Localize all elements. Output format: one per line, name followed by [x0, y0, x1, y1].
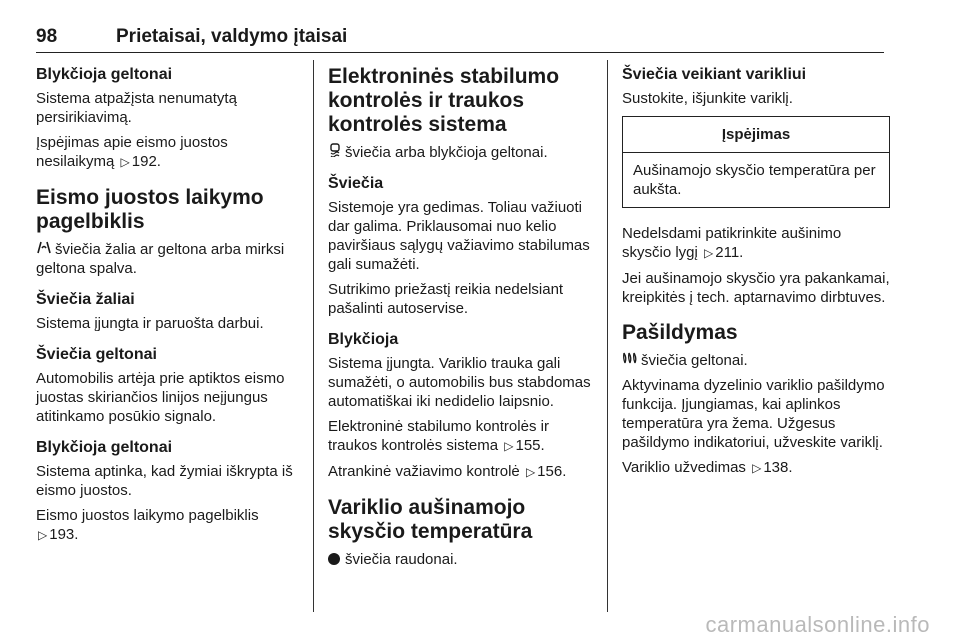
lane-keep-assist-icon: [36, 240, 52, 259]
paragraph-text: Elektroninė stabilumo kontrolės ir traukos kontrolės sistema: [328, 418, 549, 454]
paragraph-with-ref: [328, 417, 594, 456]
warning-text: Aušinamojo skysčio temperatūra per aukšta.: [633, 162, 876, 198]
heading-blink: Blykčioja: [328, 331, 399, 348]
heading-blink-yellow: Blykčioja geltonai: [36, 66, 173, 83]
paragraph-text: Atrankinė važiavimo kontrolė: [328, 463, 520, 480]
reference-arrow-icon: ▷: [752, 461, 762, 475]
paragraph-with-icon: [328, 550, 594, 569]
warning-title: Įspėjimas: [623, 117, 889, 153]
paragraph-with-ref: [622, 458, 890, 478]
heading-green: Šviečia žaliai: [36, 291, 135, 308]
paragraph: Sistemoje yra gedimas. Toliau važiuoti dar galima. Priklausomai nuo kelio paviršiaus sąlygų važiavimo stabilumas gali sumažėti.: [328, 199, 590, 273]
heading-engine-running: Šviečia veikiant varikliui: [622, 66, 807, 83]
paragraph: Sistema įjungta. Variklio trauka gali sumažėti, o automobilis bus stabdomas automatiškai iki nedidelio laipsnio.: [328, 355, 591, 410]
paragraph-text: šviečia žalia ar geltona arba mirksi geltona spalva.: [36, 241, 285, 277]
paragraph-text: Variklio užvedimas: [622, 459, 746, 476]
heading-on: Šviečia: [328, 175, 384, 192]
reference-arrow-icon: ▷: [120, 155, 130, 169]
paragraph-with-icon: [622, 351, 890, 370]
page-number: 98: [36, 26, 58, 47]
watermark: carmanualsonline.info: [705, 612, 930, 637]
glow-plug-icon: [622, 351, 638, 370]
paragraph-with-icon: [36, 240, 300, 278]
reference-arrow-icon: ▷: [38, 528, 48, 542]
paragraph-text: šviečia arba blykčioja geltonai.: [345, 144, 548, 161]
paragraph-text: Nedelsdami patikrinkite aušinimo skysčio lygį: [622, 225, 842, 261]
reference-arrow-icon: ▷: [504, 439, 514, 453]
page-header: [36, 24, 884, 53]
coolant-dot-icon: [328, 553, 340, 565]
heading-blink-yellow-2: Blykčioja geltonai: [36, 439, 173, 456]
section-title: Eismo juostos laikymo pagelbiklis: [36, 186, 264, 233]
column-divider-2: [607, 60, 608, 612]
paragraph: Sistema įjungta ir paruošta darbui.: [36, 315, 264, 332]
paragraph-text: šviečia raudonai.: [345, 551, 458, 568]
paragraph-with-ref: [36, 506, 300, 545]
column-2: [328, 62, 594, 575]
page-reference[interactable]: 192.: [131, 153, 161, 170]
section-title: Pašildymas: [622, 321, 738, 344]
paragraph: Automobilis artėja prie aptiktos eismo juostas skiriančios linijos neįjungus atitinkamo posūkio signalo.: [36, 370, 285, 425]
paragraph: Sistema aptinka, kad žymiai iškrypta iš eismo juostos.: [36, 463, 293, 499]
reference-arrow-icon: ▷: [525, 465, 536, 479]
page-reference[interactable]: 211.: [715, 244, 744, 261]
paragraph: Sutrikimo priežastį reikia nedelsiant pašalinti autoservise.: [328, 281, 564, 317]
section-title: Elektroninės stabilumo kontrolės ir traukos kontrolės sistema: [328, 65, 560, 136]
page-title: Prietaisai, valdymo įtaisai: [116, 26, 348, 47]
column-1: [36, 62, 300, 551]
paragraph-with-ref: [328, 462, 594, 482]
paragraph: Jei aušinamojo skysčio yra pakankamai, kreipkitės į tech. aptarnavimo dirbtuves.: [622, 270, 890, 306]
column-3: [622, 62, 890, 484]
paragraph: Sustokite, išjunkite variklį.: [622, 90, 793, 107]
paragraph-text: šviečia geltonai.: [641, 352, 748, 369]
paragraph-with-icon: [328, 143, 594, 162]
warning-box: [622, 116, 890, 208]
page-reference[interactable]: 156.: [537, 463, 567, 480]
esc-skid-icon: [328, 143, 342, 162]
reference-arrow-icon: ▷: [704, 246, 714, 260]
paragraph-with-ref: [622, 224, 890, 263]
page-reference[interactable]: 155.: [515, 437, 545, 454]
paragraph-with-ref: [36, 133, 300, 172]
paragraph-text: Eismo juostos laikymo pagelbiklis: [36, 507, 259, 524]
section-title-2: Variklio aušinamojo skysčio temperatūra: [328, 496, 533, 543]
page-reference[interactable]: 138.: [763, 459, 793, 476]
paragraph: Aktyvinama dyzelinio variklio pašildymo funkcija. Įjungiamas, kai aplinkos temperatūra yra žema. Užgesus pašildymo indikatoriui, užveskite variklį.: [622, 377, 885, 451]
paragraph-text: Įspėjimas apie eismo juostos nesilaikymą: [36, 134, 228, 170]
heading-yellow: Šviečia geltonai: [36, 346, 157, 363]
paragraph: Sistema atpažįsta nenumatytą persirikiavimą.: [36, 90, 237, 126]
page-reference[interactable]: 193.: [49, 526, 79, 543]
column-divider-1: [313, 60, 314, 612]
